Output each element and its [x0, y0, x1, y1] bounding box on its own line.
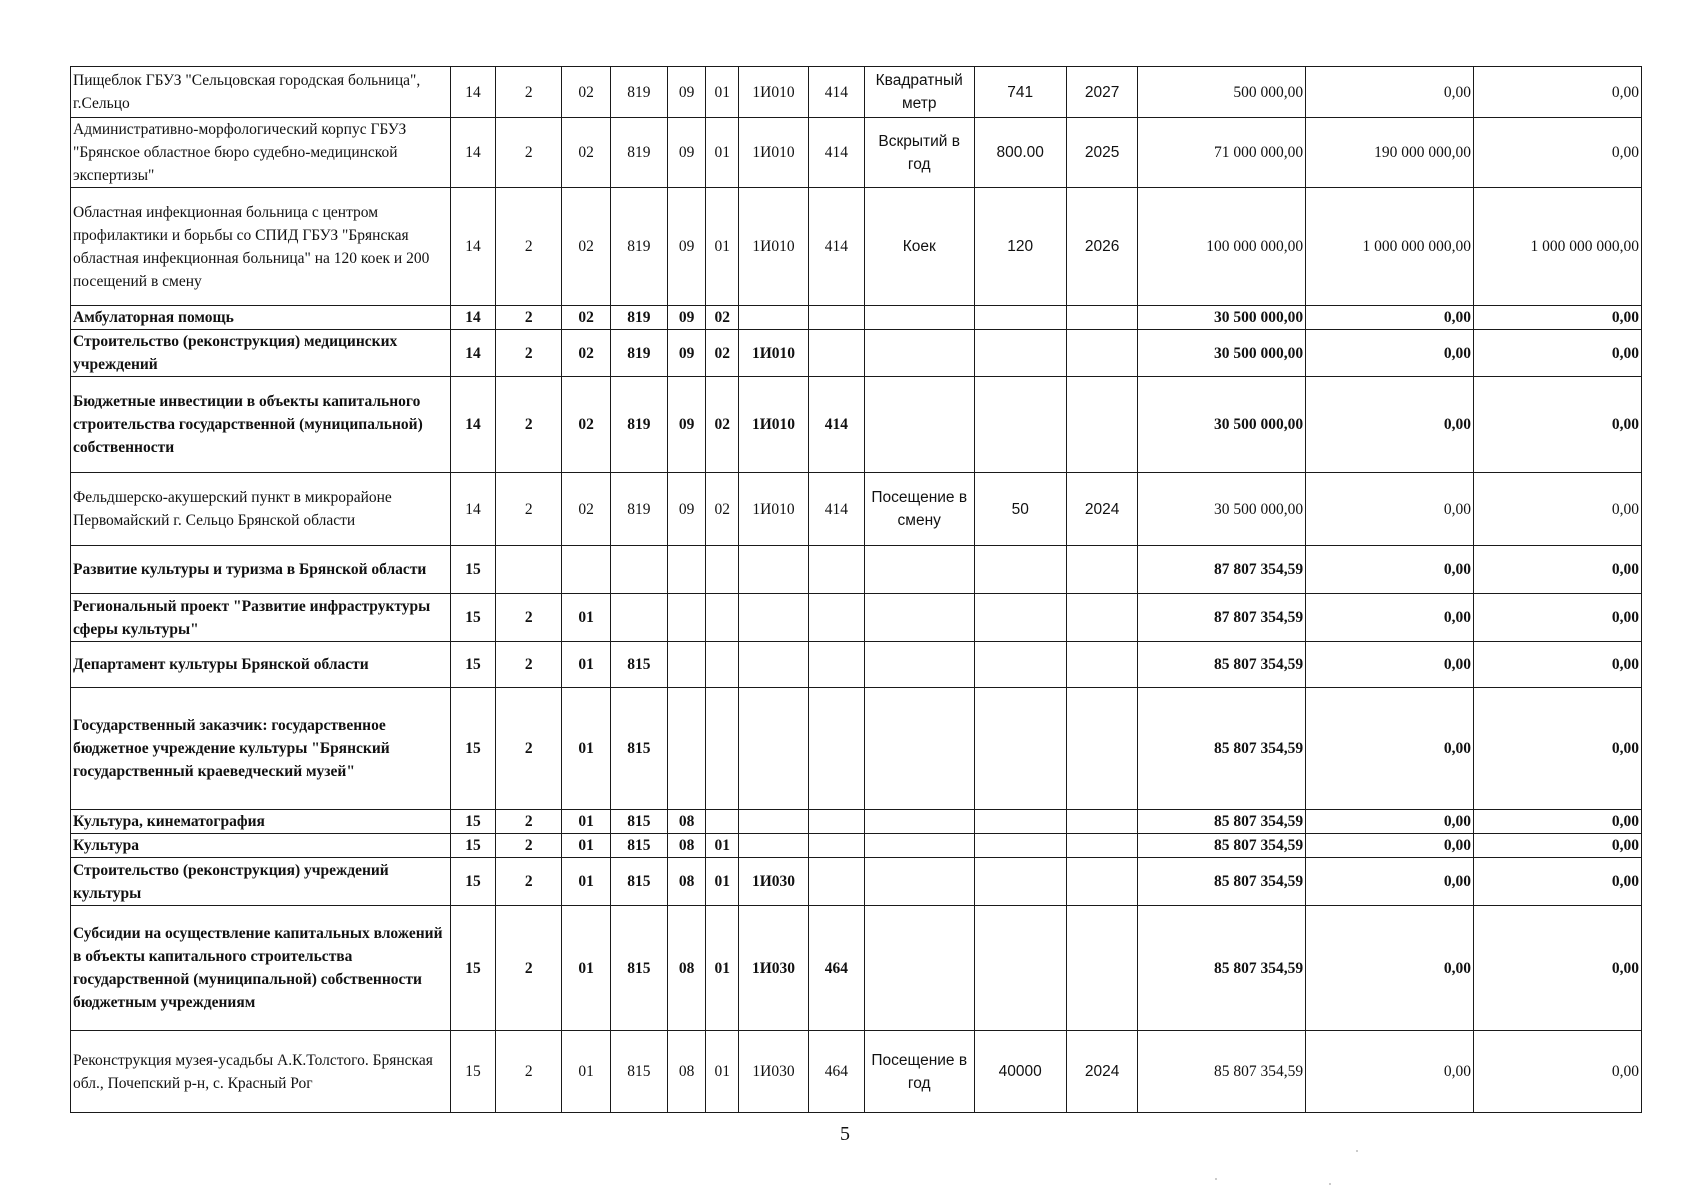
direction-code: 1И010: [739, 67, 808, 118]
subsection-code: [706, 688, 739, 810]
project-code: 01: [562, 906, 610, 1031]
expense-type-code: [808, 810, 864, 834]
amount-year-1: 30 500 000,00: [1138, 330, 1306, 377]
subsection-code: 01: [706, 834, 739, 858]
department-code: 815: [610, 858, 667, 906]
capacity-unit: [864, 834, 974, 858]
subsection-code: 02: [706, 377, 739, 473]
completion-year: [1066, 834, 1137, 858]
project-code: 01: [562, 834, 610, 858]
amount-year-1: 85 807 354,59: [1138, 810, 1306, 834]
capacity-unit: Вскрытий в год: [864, 118, 974, 188]
subprogram-code: 2: [496, 642, 562, 688]
amount-year-2: 0,00: [1306, 688, 1474, 810]
amount-year-1: 85 807 354,59: [1138, 906, 1306, 1031]
table-row: [71, 67, 1642, 118]
amount-year-2: 0,00: [1306, 377, 1474, 473]
capacity-unit: Посещение в год: [864, 1031, 974, 1113]
amount-year-1: 87 807 354,59: [1138, 594, 1306, 642]
row-name: Культура: [71, 834, 451, 858]
amount-year-1: 85 807 354,59: [1138, 858, 1306, 906]
department-code: 815: [610, 906, 667, 1031]
amount-year-3: 0,00: [1474, 688, 1642, 810]
completion-year: 2024: [1066, 473, 1137, 546]
program-code: 14: [450, 188, 495, 306]
expense-type-code: 464: [808, 1031, 864, 1113]
row-name: Амбулаторная помощь: [71, 306, 451, 330]
row-name: Фельдшерско-акушерский пункт в микрорайоне Первомайский г. Сельцо Брянской области: [71, 473, 451, 546]
completion-year: 2024: [1066, 1031, 1137, 1113]
section-code: [667, 546, 705, 594]
project-code: 01: [562, 688, 610, 810]
completion-year: 2027: [1066, 67, 1137, 118]
subsection-code: 01: [706, 188, 739, 306]
subsection-code: 01: [706, 1031, 739, 1113]
amount-year-3: 0,00: [1474, 377, 1642, 473]
amount-year-1: 85 807 354,59: [1138, 834, 1306, 858]
completion-year: [1066, 906, 1137, 1031]
amount-year-2: 0,00: [1306, 906, 1474, 1031]
capacity-unit: [864, 546, 974, 594]
project-code: 02: [562, 330, 610, 377]
completion-year: [1066, 810, 1137, 834]
subprogram-code: 2: [496, 473, 562, 546]
scan-speck: [1356, 1150, 1358, 1152]
department-code: 815: [610, 642, 667, 688]
direction-code: [739, 306, 808, 330]
amount-year-2: 0,00: [1306, 67, 1474, 118]
direction-code: [739, 594, 808, 642]
subsection-code: 02: [706, 473, 739, 546]
department-code: [610, 594, 667, 642]
amount-year-2: 0,00: [1306, 330, 1474, 377]
amount-year-3: 0,00: [1474, 906, 1642, 1031]
subprogram-code: 2: [496, 330, 562, 377]
table-row: [71, 1031, 1642, 1113]
amount-year-2: 190 000 000,00: [1306, 118, 1474, 188]
table-row: [71, 188, 1642, 306]
row-name: Строительство (реконструкция) учреждений культуры: [71, 858, 451, 906]
expense-type-code: [808, 834, 864, 858]
direction-code: [739, 688, 808, 810]
department-code: 815: [610, 688, 667, 810]
subsection-code: 01: [706, 118, 739, 188]
completion-year: [1066, 306, 1137, 330]
capacity-unit: [864, 642, 974, 688]
program-code: 15: [450, 858, 495, 906]
amount-year-3: 1 000 000 000,00: [1474, 188, 1642, 306]
subprogram-code: 2: [496, 118, 562, 188]
expense-type-code: 464: [808, 906, 864, 1031]
expense-type-code: [808, 858, 864, 906]
row-name: Региональный проект "Развитие инфраструктуры сферы культуры": [71, 594, 451, 642]
project-code: 01: [562, 594, 610, 642]
table-row: [71, 118, 1642, 188]
table-row: [71, 330, 1642, 377]
subprogram-code: 2: [496, 858, 562, 906]
section-code: 08: [667, 834, 705, 858]
program-code: 15: [450, 1031, 495, 1113]
row-name: Государственный заказчик: государственное бюджетное учреждение культуры "Брянский государственный краеведческий музей": [71, 688, 451, 810]
subsection-code: [706, 546, 739, 594]
capacity-unit: [864, 810, 974, 834]
subsection-code: [706, 594, 739, 642]
subsection-code: 02: [706, 306, 739, 330]
completion-year: [1066, 642, 1137, 688]
capacity-value: [974, 377, 1066, 473]
project-code: 01: [562, 810, 610, 834]
direction-code: 1И010: [739, 118, 808, 188]
amount-year-2: 0,00: [1306, 306, 1474, 330]
expense-type-code: [808, 546, 864, 594]
expense-type-code: [808, 642, 864, 688]
program-code: 15: [450, 546, 495, 594]
department-code: 815: [610, 1031, 667, 1113]
project-code: 02: [562, 306, 610, 330]
department-code: 819: [610, 118, 667, 188]
capacity-value: [974, 594, 1066, 642]
expense-type-code: [808, 594, 864, 642]
row-name: Областная инфекционная больница с центром профилактики и борьбы со СПИД ГБУЗ "Брянская областная инфекционная больница" на 120 коек и 200 посещений в смену: [71, 188, 451, 306]
table-row: [71, 594, 1642, 642]
capacity-value: 120: [974, 188, 1066, 306]
capacity-value: 50: [974, 473, 1066, 546]
project-code: 01: [562, 642, 610, 688]
table-row: [71, 306, 1642, 330]
project-code: 02: [562, 473, 610, 546]
completion-year: [1066, 330, 1137, 377]
expense-type-code: 414: [808, 473, 864, 546]
amount-year-2: 0,00: [1306, 834, 1474, 858]
amount-year-2: 0,00: [1306, 1031, 1474, 1113]
table-row: [71, 858, 1642, 906]
expense-type-code: 414: [808, 188, 864, 306]
program-code: 15: [450, 810, 495, 834]
program-code: 14: [450, 473, 495, 546]
completion-year: [1066, 546, 1137, 594]
capacity-value: [974, 834, 1066, 858]
amount-year-1: 30 500 000,00: [1138, 377, 1306, 473]
project-code: 02: [562, 188, 610, 306]
amount-year-3: 0,00: [1474, 118, 1642, 188]
direction-code: 1И010: [739, 330, 808, 377]
program-code: 14: [450, 377, 495, 473]
program-code: 15: [450, 642, 495, 688]
program-code: 14: [450, 306, 495, 330]
amount-year-1: 30 500 000,00: [1138, 473, 1306, 546]
table-row: [71, 642, 1642, 688]
amount-year-2: 0,00: [1306, 858, 1474, 906]
table-row: [71, 810, 1642, 834]
amount-year-1: 85 807 354,59: [1138, 642, 1306, 688]
section-code: 09: [667, 67, 705, 118]
direction-code: [739, 546, 808, 594]
amount-year-1: 100 000 000,00: [1138, 188, 1306, 306]
row-name: Культура, кинематография: [71, 810, 451, 834]
department-code: 819: [610, 188, 667, 306]
amount-year-3: 0,00: [1474, 594, 1642, 642]
table-row: [71, 377, 1642, 473]
expense-type-code: 414: [808, 377, 864, 473]
direction-code: [739, 834, 808, 858]
department-code: 819: [610, 330, 667, 377]
subsection-code: 01: [706, 67, 739, 118]
section-code: 09: [667, 473, 705, 546]
capacity-value: [974, 546, 1066, 594]
completion-year: [1066, 858, 1137, 906]
table-row: [71, 906, 1642, 1031]
direction-code: 1И030: [739, 858, 808, 906]
section-code: 09: [667, 118, 705, 188]
scan-speck: [1329, 1183, 1331, 1185]
page-number: 5: [840, 1123, 850, 1145]
department-code: 815: [610, 810, 667, 834]
capacity-value: 800.00: [974, 118, 1066, 188]
department-code: 819: [610, 306, 667, 330]
amount-year-1: 85 807 354,59: [1138, 688, 1306, 810]
completion-year: [1066, 688, 1137, 810]
amount-year-3: 0,00: [1474, 1031, 1642, 1113]
direction-code: [739, 810, 808, 834]
subprogram-code: [496, 546, 562, 594]
amount-year-3: 0,00: [1474, 330, 1642, 377]
table-row: [71, 834, 1642, 858]
capacity-unit: Коек: [864, 188, 974, 306]
direction-code: 1И030: [739, 1031, 808, 1113]
section-code: 08: [667, 1031, 705, 1113]
amount-year-3: 0,00: [1474, 810, 1642, 834]
expense-type-code: 414: [808, 118, 864, 188]
section-code: 08: [667, 810, 705, 834]
subsection-code: 01: [706, 858, 739, 906]
table-row: [71, 473, 1642, 546]
direction-code: 1И010: [739, 188, 808, 306]
direction-code: 1И030: [739, 906, 808, 1031]
project-code: 02: [562, 118, 610, 188]
subprogram-code: 2: [496, 834, 562, 858]
program-code: 15: [450, 688, 495, 810]
subprogram-code: 2: [496, 67, 562, 118]
subprogram-code: 2: [496, 594, 562, 642]
subsection-code: 02: [706, 330, 739, 377]
amount-year-1: 71 000 000,00: [1138, 118, 1306, 188]
department-code: 815: [610, 834, 667, 858]
project-code: 02: [562, 377, 610, 473]
subprogram-code: 2: [496, 377, 562, 473]
subprogram-code: 2: [496, 1031, 562, 1113]
amount-year-1: 87 807 354,59: [1138, 546, 1306, 594]
expense-type-code: [808, 688, 864, 810]
section-code: 09: [667, 306, 705, 330]
amount-year-3: 0,00: [1474, 473, 1642, 546]
amount-year-2: 1 000 000 000,00: [1306, 188, 1474, 306]
subprogram-code: 2: [496, 306, 562, 330]
row-name: Развитие культуры и туризма в Брянской области: [71, 546, 451, 594]
direction-code: 1И010: [739, 377, 808, 473]
program-code: 14: [450, 118, 495, 188]
project-code: 01: [562, 858, 610, 906]
capacity-value: 741: [974, 67, 1066, 118]
program-code: 15: [450, 834, 495, 858]
section-code: 09: [667, 377, 705, 473]
capacity-value: [974, 330, 1066, 377]
capacity-unit: [864, 906, 974, 1031]
department-code: 819: [610, 67, 667, 118]
subprogram-code: 2: [496, 906, 562, 1031]
expense-type-code: 414: [808, 67, 864, 118]
direction-code: 1И010: [739, 473, 808, 546]
capacity-value: [974, 810, 1066, 834]
subprogram-code: 2: [496, 188, 562, 306]
project-code: [562, 546, 610, 594]
department-code: 819: [610, 473, 667, 546]
row-name: Административно-морфологический корпус ГБУЗ "Брянское областное бюро судебно-медицинской экспертизы": [71, 118, 451, 188]
department-code: 819: [610, 377, 667, 473]
amount-year-3: 0,00: [1474, 642, 1642, 688]
subsection-code: [706, 810, 739, 834]
capacity-value: [974, 642, 1066, 688]
expense-type-code: [808, 306, 864, 330]
capacity-value: [974, 306, 1066, 330]
completion-year: 2025: [1066, 118, 1137, 188]
amount-year-3: 0,00: [1474, 67, 1642, 118]
amount-year-2: 0,00: [1306, 642, 1474, 688]
section-code: 09: [667, 188, 705, 306]
amount-year-2: 0,00: [1306, 810, 1474, 834]
completion-year: [1066, 594, 1137, 642]
capacity-unit: [864, 594, 974, 642]
amount-year-1: 30 500 000,00: [1138, 306, 1306, 330]
row-name: Пищеблок ГБУЗ "Сельцовская городская больница", г.Сельцо: [71, 67, 451, 118]
amount-year-3: 0,00: [1474, 858, 1642, 906]
amount-year-2: 0,00: [1306, 546, 1474, 594]
direction-code: [739, 642, 808, 688]
row-name: Субсидии на осуществление капитальных вложений в объекты капитального строительства государственной (муниципальной) собственности бюджетным учреждениям: [71, 906, 451, 1031]
amount-year-1: 85 807 354,59: [1138, 1031, 1306, 1113]
program-code: 14: [450, 330, 495, 377]
capacity-value: [974, 688, 1066, 810]
project-code: 02: [562, 67, 610, 118]
row-name: Бюджетные инвестиции в объекты капитального строительства государственной (муниципальной) собственности: [71, 377, 451, 473]
amount-year-3: 0,00: [1474, 306, 1642, 330]
amount-year-3: 0,00: [1474, 546, 1642, 594]
capacity-unit: [864, 306, 974, 330]
row-name: Строительство (реконструкция) медицинских учреждений: [71, 330, 451, 377]
scan-speck: [1215, 1178, 1217, 1180]
capacity-value: [974, 906, 1066, 1031]
department-code: [610, 546, 667, 594]
capacity-value: 40000: [974, 1031, 1066, 1113]
section-code: [667, 688, 705, 810]
program-code: 14: [450, 67, 495, 118]
capacity-unit: Квадратный метр: [864, 67, 974, 118]
expense-type-code: [808, 330, 864, 377]
row-name: Департамент культуры Брянской области: [71, 642, 451, 688]
completion-year: [1066, 377, 1137, 473]
budget-table: [70, 66, 1642, 1113]
section-code: 08: [667, 906, 705, 1031]
row-name: Реконструкция музея-усадьбы А.К.Толстого. Брянская обл., Почепский р-н, с. Красный Рог: [71, 1031, 451, 1113]
capacity-unit: [864, 330, 974, 377]
project-code: 01: [562, 1031, 610, 1113]
table-row: [71, 546, 1642, 594]
capacity-unit: [864, 858, 974, 906]
amount-year-2: 0,00: [1306, 473, 1474, 546]
section-code: 09: [667, 330, 705, 377]
capacity-unit: [864, 377, 974, 473]
capacity-unit: Посещение в смену: [864, 473, 974, 546]
subprogram-code: 2: [496, 688, 562, 810]
capacity-value: [974, 858, 1066, 906]
section-code: [667, 594, 705, 642]
amount-year-1: 500 000,00: [1138, 67, 1306, 118]
program-code: 15: [450, 906, 495, 1031]
section-code: [667, 642, 705, 688]
table-body: [71, 67, 1642, 1113]
program-code: 15: [450, 594, 495, 642]
capacity-unit: [864, 688, 974, 810]
subprogram-code: 2: [496, 810, 562, 834]
amount-year-3: 0,00: [1474, 834, 1642, 858]
subsection-code: 01: [706, 906, 739, 1031]
section-code: 08: [667, 858, 705, 906]
amount-year-2: 0,00: [1306, 594, 1474, 642]
subsection-code: [706, 642, 739, 688]
completion-year: 2026: [1066, 188, 1137, 306]
table-row: [71, 688, 1642, 810]
